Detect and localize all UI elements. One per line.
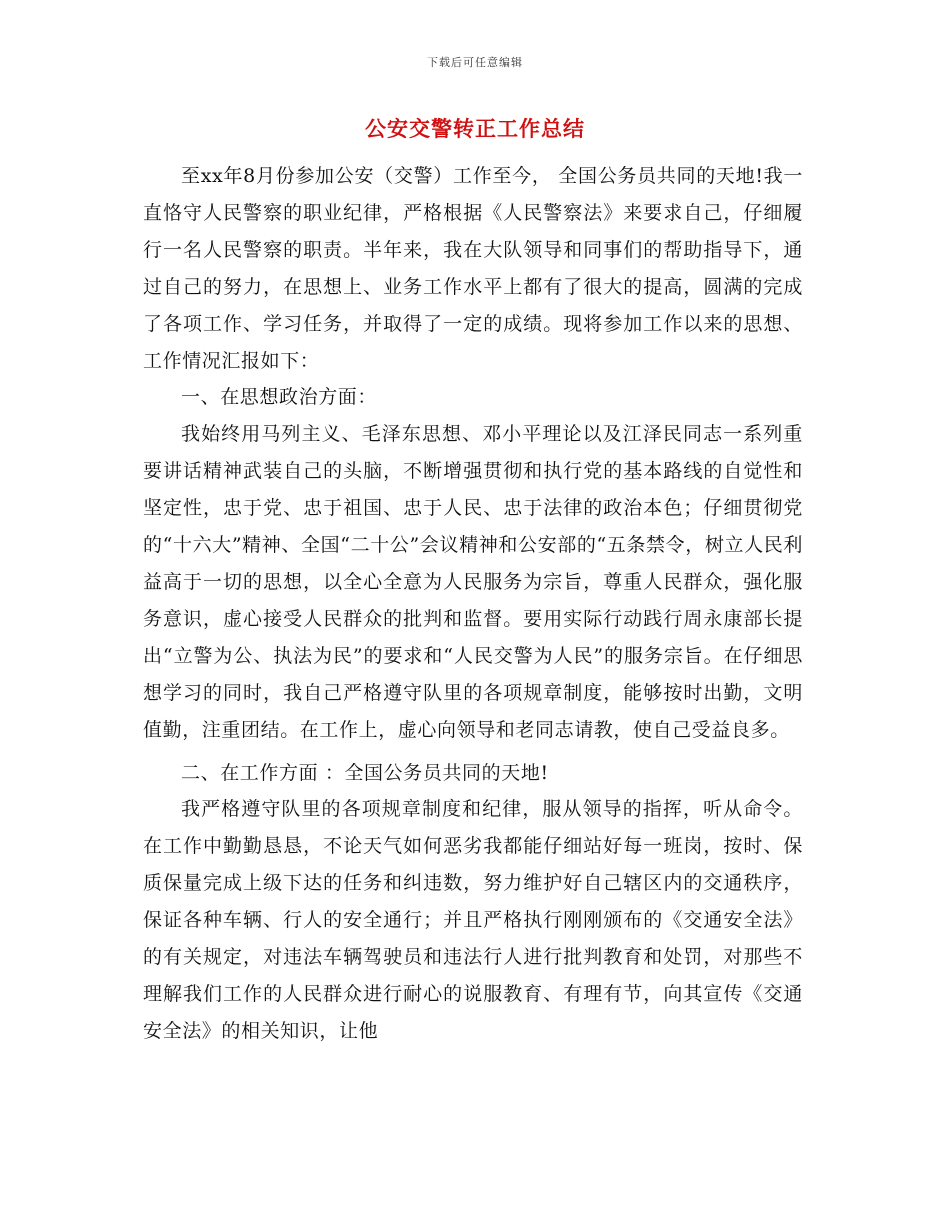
document-body [143,158,803,1050]
document-title: 公安交警转正工作总结 [365,116,585,141]
page-header-note: 下载后可任意编辑 [427,56,523,69]
paragraph-intro: 至xx年8月份参加公安（交警）工作至今， 全国公务员共同的天地!我一直恪守人民警察的职业纪律，严格根据《人民警察法》来要求自己，仔细履行一名人民警察的职责。半年来，我在大队领导和同事们的帮助指导下，通过自己的努力，在思想上、业务工作水平上都有了很大的提高，圆满的完成了各项工作、学习任务，并取得了一定的成绩。现将参加工作以来的思想、工作情况汇报如下： [143,165,803,372]
paragraph-work: 我严格遵守队里的各项规章制度和纪律，服从领导的指挥，听从命令。在工作中勤勤恳恳，不论天气如何恶劣我都能仔细站好每一班岗，按时、保质保量完成上级下达的任务和纠违数，努力维护好自己辖区内的交通秩序，保证各种车辆、行人的安全通行；并且严格执行刚刚颁布的《交通安全法》的有关规定，对违法车辆驾驶员和违法行人进行批判教育和处罚，对那些不理解我们工作的人民群众进行耐心的说服教育、有理有节，向其宣传《交通安全法》的相关知识，让他 [143,798,803,1042]
paragraph-political: 我始终用马列主义、毛泽东思想、邓小平理论以及江泽民同志一系列重要讲话精神武装自己的头脑，不断增强贯彻和执行党的基本路线的自觉性和坚定性，忠于党、忠于祖国、忠于人民、忠于法律的政治本色；仔细贯彻党的“十六大”精神、全国“二十公”会议精神和公安部的“五条禁令，树立人民利益高于一切的思想，以全心全意为人民服务为宗旨，尊重人民群众，强化服务意识，虚心接受人民群众的批判和监督。要用实际行动践行周永康部长提出“立警为公、执法为民”的要求和“人民交警为人民”的服务宗旨。在仔细思想学习的同时，我自己严格遵守队里的各项规章制度，能够按时出勤，文明值勤，注重团结。在工作上，虚心向领导和老同志请教，使自己受益良多。 [143,423,803,741]
section-heading-work: 二、在工作方面 ：全国公务员共同的天地! [181,761,549,784]
section-heading-political: 一、在思想政治方面： [181,386,378,409]
